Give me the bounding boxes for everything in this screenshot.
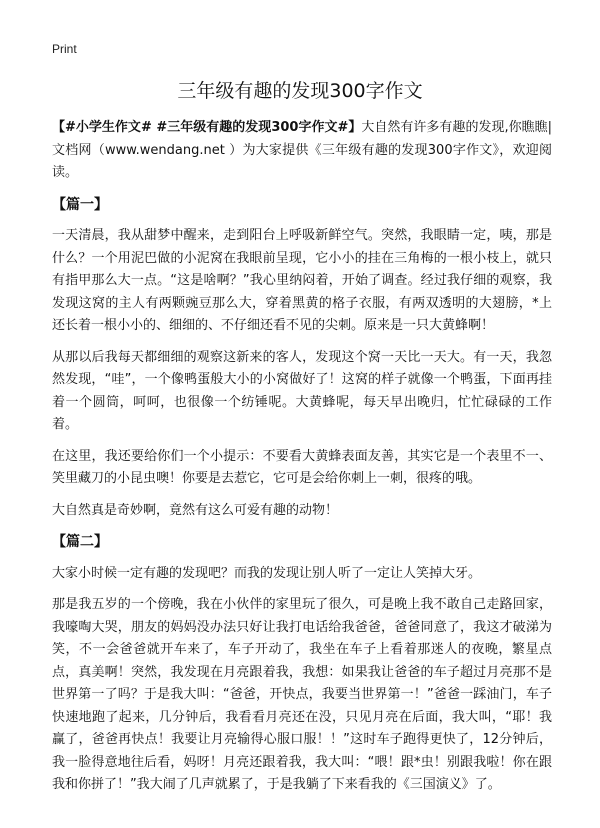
- section-heading-1: 【篇一】: [52, 196, 108, 213]
- intro-paragraph: [52, 117, 552, 185]
- section-1-paragraph-3: 在这里，我还要给你们一个小提示：不要看大黄蜂表面友善，其实它是一个表里不一、笑里藏刀的小昆虫噢！你要是去惹它，它可是会给你刺上一刺，很疼的哦。: [52, 448, 552, 486]
- section-2-paragraph-2: 那是我五岁的一个傍晚，我在小伙伴的家里玩了很久，可是晚上我不敢自己走路回家，我嚎啕大哭，朋友的妈妈没办法只好让我打电话给我爸爸，爸爸同意了，我这才破涕为笑，不一会爸爸就开车来了，车子开动了，我坐在车子上看着那迷人的夜晚，繁星点点，真美啊！突然，我发现在月亮跟着我，我想：如果我让爸爸的车子超过月亮那不是世界第一了吗？于是我大叫：“爸爸，开快点，我要当世界第一！”爸爸一踩油门，车子快速地跑了起来，几分钟后，我看看月亮还在没，只见月亮在后面，我大叫，“耶！我赢了，爸爸再快点！我要让月亮输得心服口服！！”这时车子跑得更快了，12分钟后，我一脸得意地往后看，妈呀！月亮还跟着我，我大叫：“喂！跟*虫！别跟我啦！你在跟我和你拼了！”我大闹了几声就累了，于是我躺了下来看我的《三国演义》了。: [52, 597, 552, 792]
- section-2-paragraph-1: 大家小时候一定有趣的发现吧？而我的发现让别人听了一定让人笑掉大牙。: [52, 565, 482, 581]
- section-1-paragraph-4: 大自然真是奇妙啊，竟然有这么可爱有趣的动物！: [52, 502, 339, 518]
- page-title: 三年级有趣的发现300字作文: [177, 80, 423, 102]
- print-link[interactable]: Print: [52, 42, 77, 56]
- intro-text: 大自然有许多有趣的发现,你瞧瞧|文档网（www.wendang.net ）为大家提供《三年级有趣的发现300字作文》，欢迎阅读。: [52, 120, 553, 180]
- section-1-paragraph-2: 从那以后我每天都细细的观察这新来的客人，发现这个窝一天比一天大。有一天，我忽然发现，“哇”，一个像鸭蛋般大小的小窝做好了！这窝的样子就像一个鸭蛋，下面再挂着一个圆筒，呵呵，也很像一个纺锤呢。大黄蜂呢，每天早出晚归，忙忙碌碌的工作着。: [52, 349, 552, 432]
- section-heading-2: 【篇二】: [52, 534, 108, 550]
- article-body: [52, 117, 552, 806]
- intro-tags: 【#小学生作文# #三年级有趣的发现300字作文#】: [52, 120, 362, 135]
- section-1-paragraph-1: 一天清晨，我从甜梦中醒来，走到阳台上呼吸新鲜空气。突然，我眼睛一定，咦，那是什么？一个用泥巴做的小泥窝在我眼前呈现，它小小的挂在三角梅的一根小枝上，就只有指甲那么大一点。“这是啥啊？”我心里纳闷着，开始了调查。经过我仔细的观察，我发现这窝的主人有两颗豌豆那么大，穿着黑黄的格子衣服，有两双透明的大翅膀，*上还长着一根小小的、细细的、不仔细还看不见的尖刺。原来是一只大黄蜂啊！: [52, 228, 552, 333]
